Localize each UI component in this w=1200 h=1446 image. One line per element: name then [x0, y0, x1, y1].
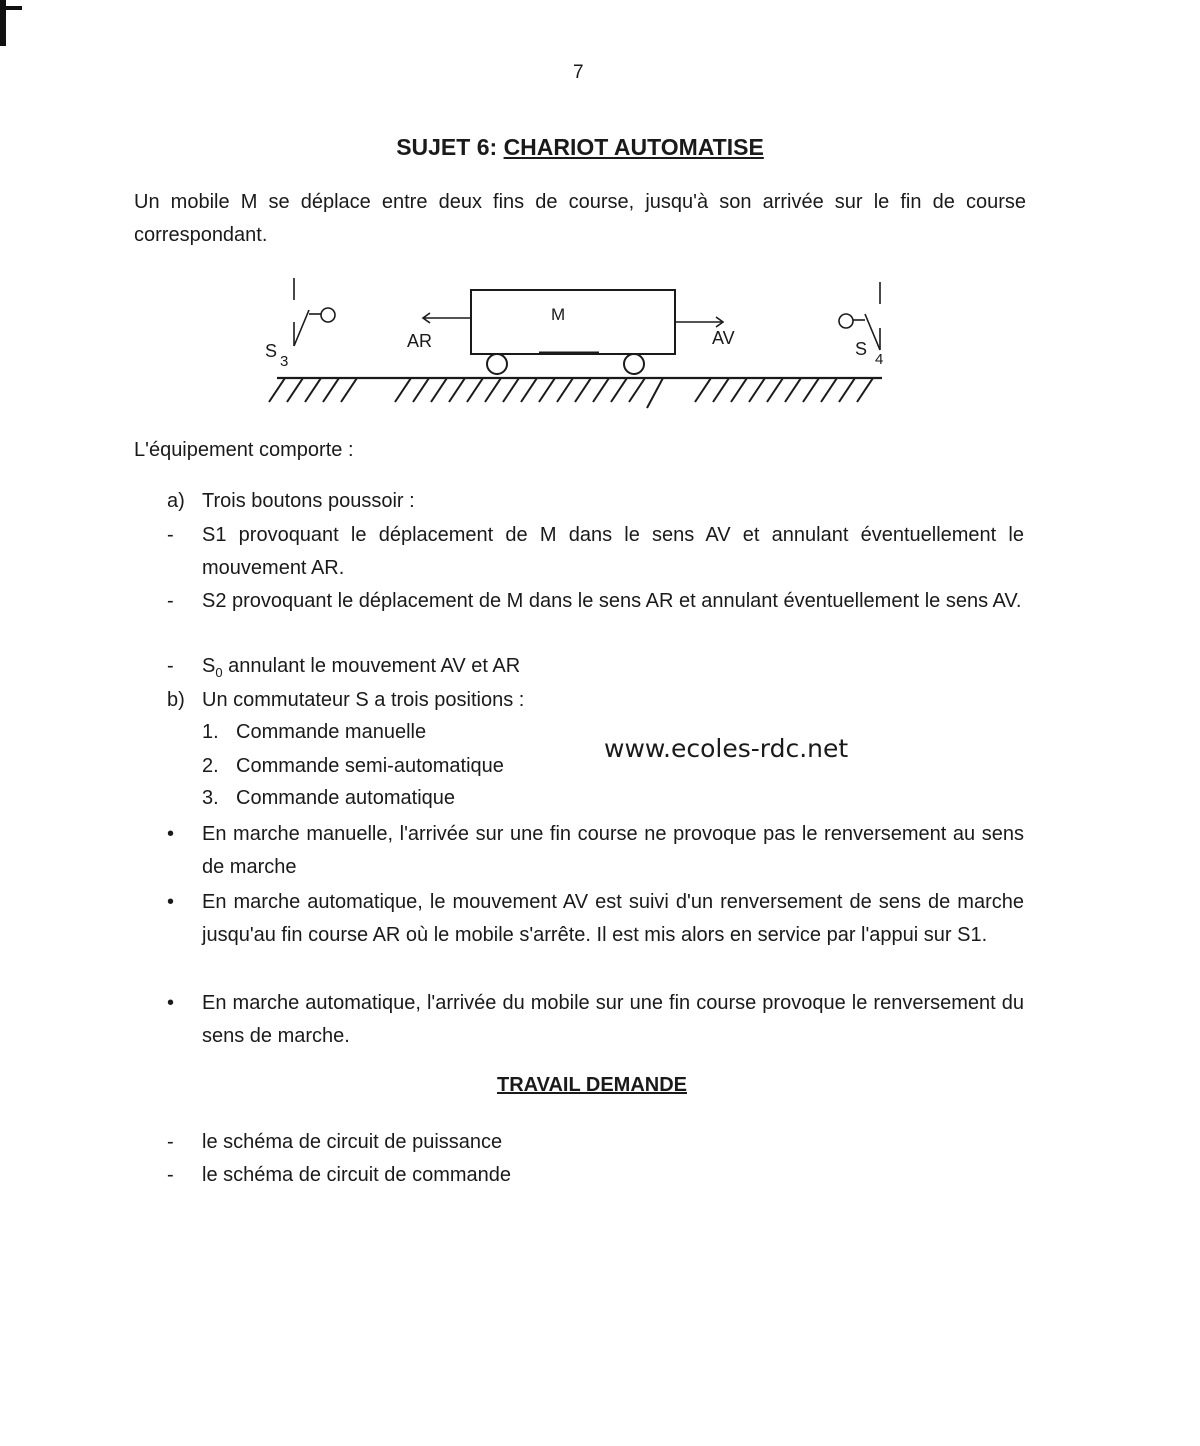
cart-diagram: [255, 270, 895, 415]
bullet-item: En marche automatique, l'arrivée du mobile sur une fin course provoque le renversement du sens de marche.: [202, 992, 1024, 1047]
list-item: S1 provoquant le déplacement de M dans le sens AV et annulant éventuellement le mouvement AR.: [202, 524, 1024, 579]
switch-option: [202, 782, 455, 815]
option-number: 3.: [202, 787, 219, 809]
section-b-marker: b): [167, 689, 185, 711]
scan-corner-mark: [0, 6, 22, 10]
switch-s3-letter: S: [265, 341, 278, 361]
s0-letter: S: [202, 655, 216, 677]
switch-s4-letter: S: [855, 339, 868, 359]
section-b-label: Un commutateur S a trois positions :: [202, 689, 525, 711]
bullet-item: En marche automatique, le mouvement AV est suivi d'un renversement de sens de marche jusqu'au fin course AR où le mobile s'arrête. Il est mis alors en service par l'appui sur S1.: [202, 891, 1024, 946]
title-prefix: SUJET 6:: [396, 134, 504, 160]
switch-option: [202, 750, 504, 783]
section-a-label: Trois boutons poussoir :: [202, 490, 415, 512]
cart-wheel-left: [487, 354, 507, 374]
mobile-cart-body: [471, 290, 675, 354]
arrow-ar: [423, 313, 471, 323]
cart-wheel-right: [624, 354, 644, 374]
dash-marker: -: [167, 1164, 174, 1186]
page-number: 7: [573, 62, 584, 83]
arrow-av-label: AV: [712, 328, 735, 348]
dash-marker: -: [167, 524, 174, 546]
arrow-ar-label: AR: [407, 331, 433, 351]
dash-marker: -: [167, 590, 174, 612]
option-text: Commande semi-automatique: [236, 755, 504, 777]
limit-switch-s3: [294, 278, 335, 346]
ground-hatching: [269, 378, 873, 408]
dash-marker: -: [167, 1131, 174, 1153]
s0-text: annulant le mouvement AV et AR: [222, 655, 521, 677]
title-main: CHARIOT AUTOMATISE: [503, 134, 764, 160]
switch-s4-index: 4: [875, 351, 884, 368]
website-watermark: www.ecoles-rdc.net: [604, 734, 849, 763]
dash-marker: -: [167, 655, 174, 677]
bullet-item: En marche manuelle, l'arrivée sur une fin course ne provoque pas le renversement au sens de marche: [202, 823, 1024, 878]
equipment-heading: L'équipement comporte :: [134, 439, 354, 461]
list-item: S2 provoquant le déplacement de M dans le sens AR et annulant éventuellement le sens AV.: [202, 590, 1022, 612]
work-item: le schéma de circuit de commande: [202, 1164, 512, 1186]
bullet-marker: •: [167, 823, 175, 845]
switch-option: [202, 716, 426, 749]
page-title: [0, 134, 1160, 161]
bullet-marker: •: [167, 891, 175, 913]
option-text: Commande manuelle: [236, 721, 427, 743]
arrow-av: [675, 317, 723, 327]
work-item: le schéma de circuit de puissance: [202, 1131, 503, 1153]
option-number: 2.: [202, 755, 219, 777]
work-title: TRAVAIL DEMANDE: [497, 1074, 687, 1096]
option-text: Commande automatique: [236, 787, 456, 809]
s0-subscript: 0: [215, 665, 223, 680]
option-number: 1.: [202, 721, 219, 743]
intro-paragraph: Un mobile M se déplace entre deux fins de course, jusqu'à son arrivée sur le fin de course correspondant.: [134, 191, 1026, 246]
switch-s3-index: 3: [280, 353, 289, 370]
section-a-marker: a): [167, 490, 185, 512]
bullet-marker: •: [167, 992, 175, 1014]
mobile-label: M: [551, 305, 566, 324]
